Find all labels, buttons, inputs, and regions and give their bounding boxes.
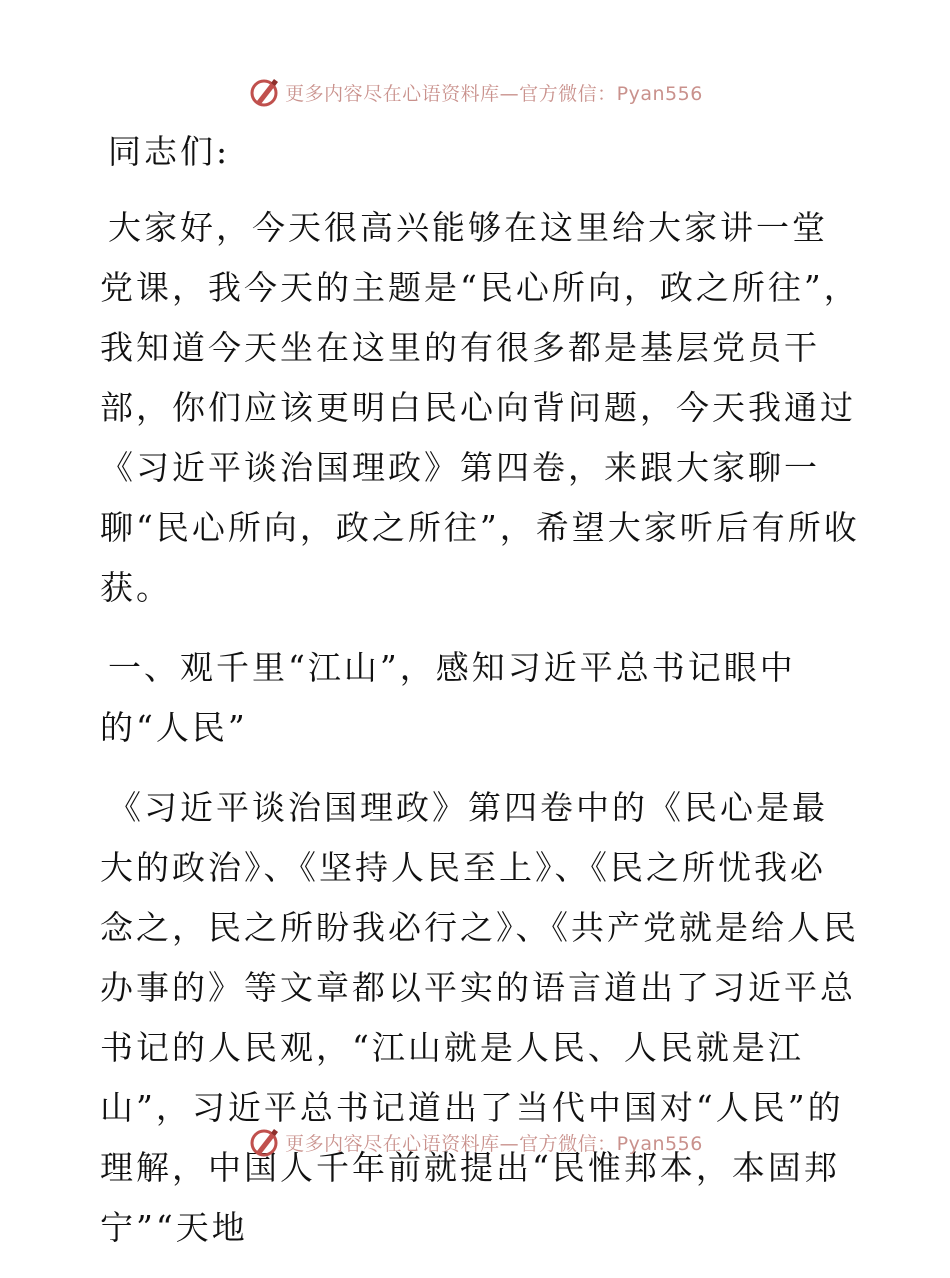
watermark-text: 更多内容尽在心语资料库—官方微信：Pyan556 [285,82,703,105]
footer-watermark [0,1122,950,1162]
document-body [100,122,860,1278]
pen-logo-icon [247,1125,281,1159]
intro-paragraph: 大家好，今天很高兴能够在这里给大家讲一堂党课，我今天的主题是“民心所向，政之所往”，我知道今天坐在这里的有很多都是基层党员干部，你们应该更明白民心向背问题，今天我通过《习近平谈治国理政》第四卷，来跟大家聊一聊“民心所向，政之所往”，希望大家听后有所收获。 [100,208,860,607]
body-paragraph: 《习近平谈治国理政》第四卷中的《民心是最大的政治》、《坚持人民至上》、《民之所忧我必念之，民之所盼我必行之》、《共产党就是给人民办事的》等文章都以平实的语言道出了习近平总书记的人民观，“江山就是人民、人民就是江山”，习近平总书记道出了当代中国对“人民”的理解，中国人千年前就提出“民惟邦本，本固邦宁”“天地 [100,788,859,1247]
header-watermark [0,72,950,112]
section-heading: 一、观千里“江山”，感知习近平总书记眼中的“人民” [100,648,796,747]
pen-logo-icon [247,75,281,109]
salutation: 同志们: [108,132,231,171]
watermark-text: 更多内容尽在心语资料库—官方微信：Pyan556 [285,1132,703,1155]
